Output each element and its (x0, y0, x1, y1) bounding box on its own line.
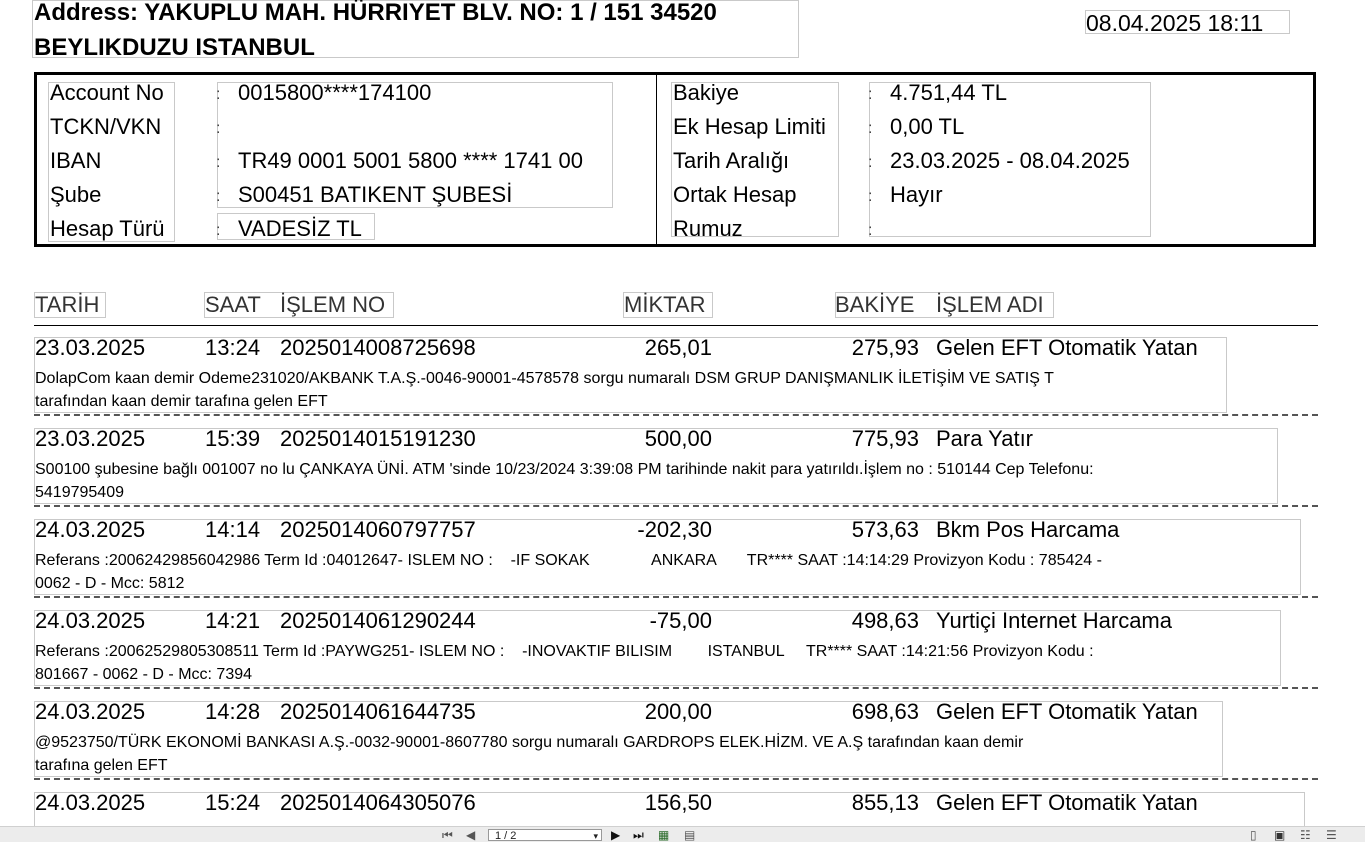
tx-description: @9523750/TÜRK EKONOMİ BANKASI A.Ş.-0032-90001-8607780 sorgu numaralı GARDROPS ELEK.HİZM. VE A.Ş tarafından kaan demir (35, 734, 1024, 751)
label-iban: IBAN (50, 148, 102, 173)
tx-description-cont: tarafına gelen EFT (35, 757, 168, 774)
col-time: SAAT (205, 292, 261, 317)
tx-balance: 498,63 (851, 608, 919, 633)
col-balance: BAKİYE (835, 292, 915, 317)
colon: : (868, 222, 873, 239)
report-datetime: 08.04.2025 18:11 (1086, 10, 1264, 36)
row-separator (34, 414, 1318, 416)
tx-name: Gelen EFT Otomatik Yatan (936, 790, 1198, 815)
tx-number: 2025014061290244 (280, 608, 476, 633)
tx-balance: 775,93 (851, 426, 919, 451)
tx-name: Gelen EFT Otomatik Yatan (936, 335, 1198, 360)
first-page-icon[interactable]: ⏮ (442, 828, 453, 842)
label-nickname: Rumuz (673, 216, 743, 241)
value-branch: S00451 BATIKENT ŞUBESİ (238, 182, 513, 207)
tx-date: 23.03.2025 (35, 335, 146, 360)
view-single-icon[interactable]: ▯ (1250, 828, 1257, 842)
row-separator (34, 505, 1318, 507)
tx-amount: 500,00 (644, 426, 712, 451)
tx-time: 14:14 (205, 517, 261, 542)
label-account-no: Account No (50, 80, 164, 105)
colon: : (216, 222, 221, 239)
tx-amount: -75,00 (649, 608, 712, 633)
label-joint-account: Ortak Hesap (673, 182, 797, 207)
tx-balance: 275,93 (851, 335, 919, 360)
colon: : (216, 188, 221, 205)
tx-amount: 156,50 (644, 790, 712, 815)
label-account-type: Hesap Türü (50, 216, 165, 241)
value-account-type: VADESİZ TL (238, 216, 362, 241)
tx-balance: 573,63 (851, 517, 919, 542)
tx-number: 2025014015191230 (280, 426, 476, 451)
tx-description: S00100 şubesine bağlı 001007 no lu ÇANKAYA ÜNİ. ATM 'sinde 10/23/2024 3:39:08 PM tarihinde nakit para yatırıldı.İşlem no : 510144 Cep Telefonu: (35, 461, 1094, 478)
tx-time: 13:24 (205, 335, 261, 360)
colon: : (868, 86, 873, 103)
chevron-down-icon: ▾ (593, 831, 598, 841)
tx-description: Referans :20062429856042986 Term Id :04012647- ISLEM NO : -IF SOKAK ANKARA TR**** SAAT :14:14:29 Provizyon Kodu : 785424 - (35, 552, 1102, 569)
value-overdraft-limit: 0,00 TL (890, 114, 965, 139)
tx-date: 24.03.2025 (35, 790, 146, 815)
colon: : (216, 154, 221, 171)
label-overdraft-limit: Ek Hesap Limiti (673, 114, 826, 139)
col-amount: MİKTAR (624, 292, 706, 317)
value-joint-account: Hayır (890, 182, 943, 207)
value-date-range: 23.03.2025 - 08.04.2025 (890, 148, 1130, 173)
tx-name: Para Yatır (936, 426, 1034, 451)
last-page-icon[interactable]: ⏭ (633, 828, 644, 842)
colon: : (216, 86, 221, 103)
label-branch: Şube (50, 182, 102, 207)
tx-amount: 265,01 (644, 335, 712, 360)
tx-description-cont: 801667 - 0062 - D - Mcc: 7394 (35, 666, 253, 683)
view-continuous-icon[interactable]: ☷ (1300, 828, 1311, 842)
row-separator (34, 687, 1318, 689)
tx-name: Yurtiçi Internet Harcama (936, 608, 1172, 633)
row-separator (34, 596, 1318, 598)
next-page-icon[interactable]: ▶ (611, 828, 621, 842)
viewer-toolbar (0, 826, 1365, 842)
tx-time: 15:39 (205, 426, 261, 451)
tx-time: 14:28 (205, 699, 261, 724)
header-rule (34, 325, 1318, 326)
tx-time: 15:24 (205, 790, 261, 815)
tx-description-cont: 0062 - D - Mcc: 5812 (35, 575, 185, 592)
col-name: İŞLEM ADI (936, 292, 1044, 317)
tx-number: 2025014060797757 (280, 517, 476, 542)
tx-amount: 200,00 (644, 699, 712, 724)
row-separator (34, 778, 1318, 780)
colon: : (216, 120, 221, 137)
view-double-icon[interactable]: ▣ (1274, 828, 1286, 842)
tx-number: 2025014064305076 (280, 790, 476, 815)
address-line-1: Address: YAKUPLU MAH. HÜRRIYET BLV. NO: 1 / 151 34520 (34, 0, 717, 26)
view-grid-icon[interactable]: ☰ (1326, 828, 1337, 842)
export-icon[interactable]: ▦ (658, 828, 670, 842)
tx-name: Bkm Pos Harcama (936, 517, 1120, 542)
tx-time: 14:21 (205, 608, 261, 633)
tx-description-cont: tarafından kaan demir tarafına gelen EFT (35, 393, 328, 410)
prev-page-icon[interactable]: ◀ (466, 828, 476, 842)
tx-date: 24.03.2025 (35, 517, 146, 542)
tx-description: Referans :20062529805308511 Term Id :PAYWG251- ISLEM NO : -INOVAKTIF BILISIM ISTANBUL TR**** SAAT :14:21:56 Provizyon Kodu : (35, 643, 1094, 660)
tx-balance: 698,63 (851, 699, 919, 724)
label-tckn: TCKN/VKN (50, 114, 162, 139)
tx-number: 2025014008725698 (280, 335, 476, 360)
tx-name: Gelen EFT Otomatik Yatan (936, 699, 1198, 724)
print-icon[interactable]: ▤ (684, 828, 696, 842)
account-panel-divider (656, 74, 657, 244)
page-select[interactable] (488, 829, 602, 841)
colon: : (868, 120, 873, 137)
colon: : (868, 154, 873, 171)
col-date: TARİH (35, 292, 100, 317)
tx-description: DolapCom kaan demir Odeme231020/AKBANK T.A.Ş.-0046-90001-4578578 sorgu numaralı DSM GRUP DANIŞMANLIK İLETİŞİM VE SATIŞ T (35, 370, 1054, 387)
tx-number: 2025014061644735 (280, 699, 476, 724)
col-txno: İŞLEM NO (280, 292, 386, 317)
tx-date: 24.03.2025 (35, 608, 146, 633)
address-line-2: BEYLIKDUZU ISTANBUL (34, 34, 315, 61)
tx-amount: -202,30 (637, 517, 712, 542)
value-account-no: 0015800****174100 (238, 80, 432, 105)
value-balance: 4.751,44 TL (890, 80, 1008, 105)
label-balance: Bakiye (673, 80, 740, 105)
tx-balance: 855,13 (851, 790, 919, 815)
label-date-range: Tarih Aralığı (673, 148, 790, 173)
tx-date: 23.03.2025 (35, 426, 146, 451)
colon: : (868, 188, 873, 205)
tx-date: 24.03.2025 (35, 699, 146, 724)
value-iban: TR49 0001 5001 5800 **** 1741 00 (238, 148, 583, 173)
page-indicator: 1 / 2 (495, 830, 517, 842)
tx-description-cont: 5419795409 (35, 484, 124, 501)
